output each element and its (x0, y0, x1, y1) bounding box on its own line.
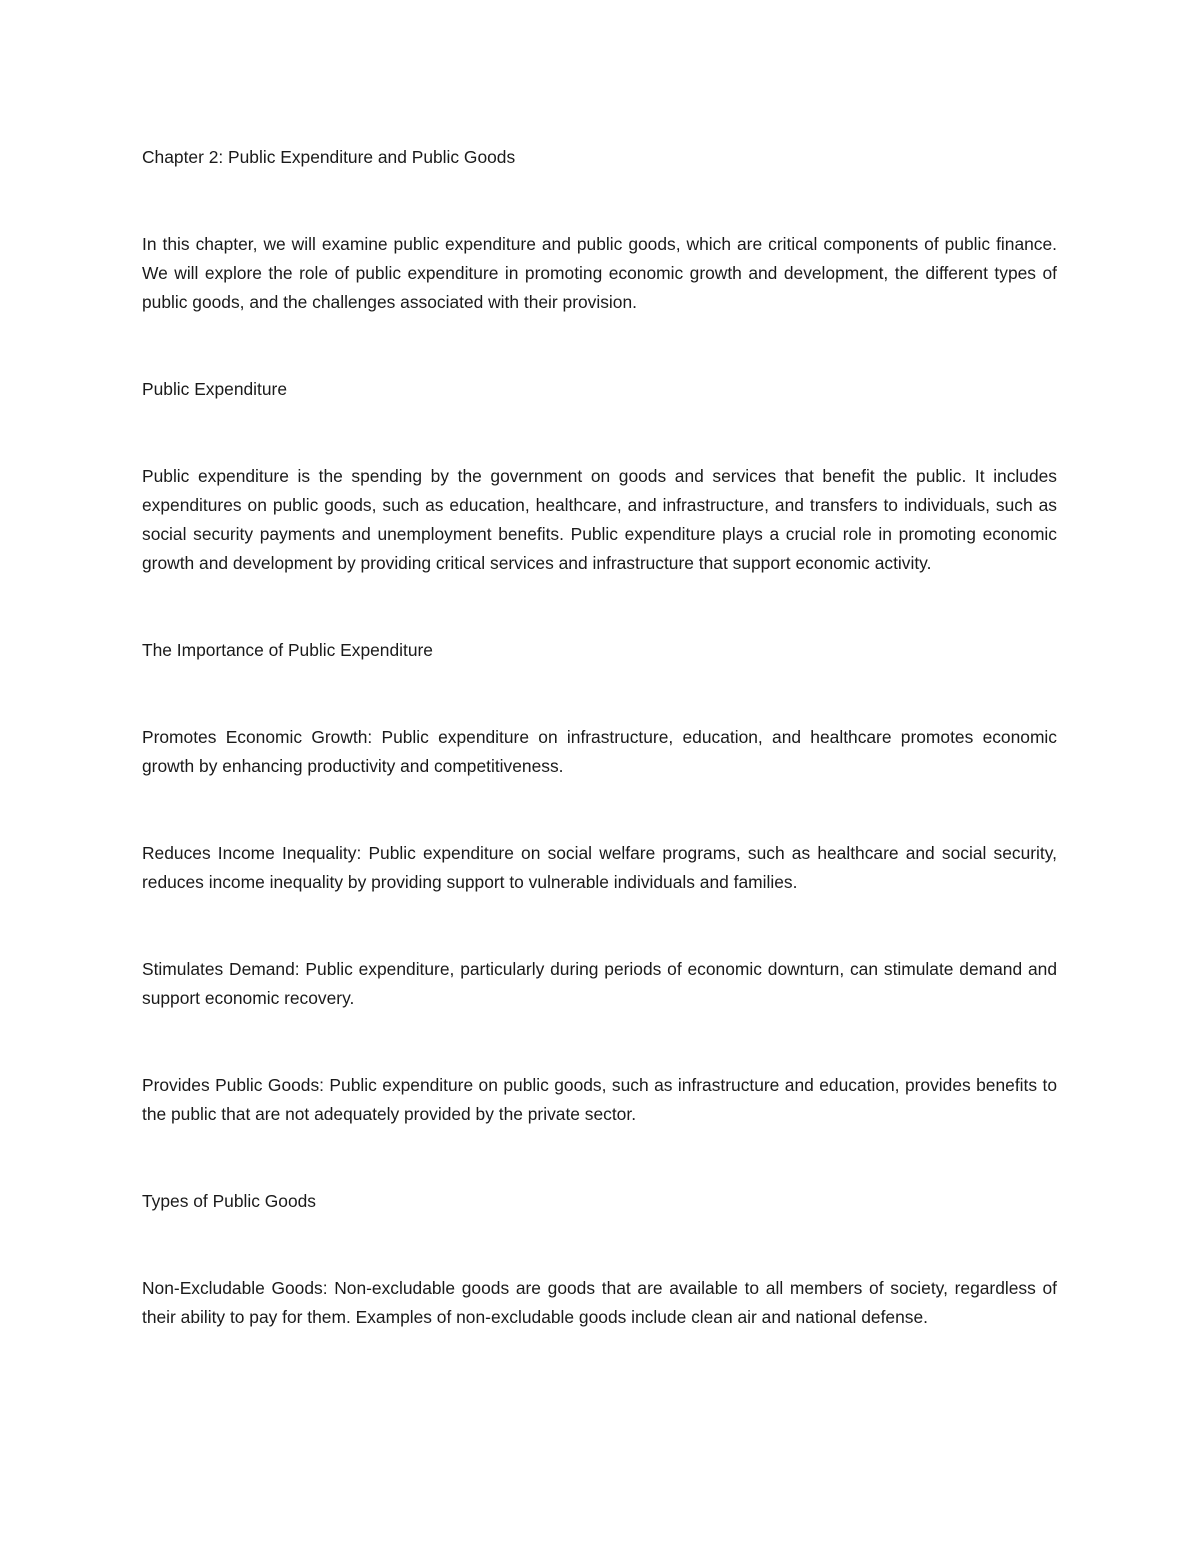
importance-item-growth: Promotes Economic Growth: Public expenditure on infrastructure, education, and healthcare promotes economic growth by enhancing productivity and competitiveness. (142, 727, 1057, 776)
section-heading-types: Types of Public Goods (142, 1191, 316, 1211)
importance-item-inequality: Reduces Income Inequality: Public expenditure on social welfare programs, such as healthcare and social security, reduces income inequality by providing support to vulnerable individuals and families. (142, 843, 1057, 892)
spacer (142, 578, 1057, 636)
spacer (142, 665, 1057, 723)
importance-item-public-goods: Provides Public Goods: Public expenditure on public goods, such as infrastructure and education, provides benefits to the public that are not adequately provided by the private sector. (142, 1075, 1057, 1124)
spacer (142, 1216, 1057, 1274)
public-expenditure-paragraph: Public expenditure is the spending by the government on goods and services that benefit the public. It includes expenditures on public goods, such as education, healthcare, and infrastructure, and transfers to individuals, such as social security payments and unemployment benefits. Public expenditure plays a crucial role in promoting economic growth and development by providing critical services and infrastructure that support economic activity. (142, 466, 1057, 573)
document-body (142, 143, 1057, 1332)
spacer (142, 897, 1057, 955)
section-heading-public-expenditure: Public Expenditure (142, 379, 288, 399)
spacer (142, 404, 1057, 462)
section-heading-importance: The Importance of Public Expenditure (142, 640, 433, 660)
spacer (142, 317, 1057, 375)
spacer (142, 1129, 1057, 1187)
spacer (142, 781, 1057, 839)
importance-item-demand: Stimulates Demand: Public expenditure, particularly during periods of economic downturn, can stimulate demand and support economic recovery. (142, 959, 1057, 1008)
types-item-non-excludable: Non-Excludable Goods: Non-excludable goods are goods that are available to all members of society, regardless of their ability to pay for them. Examples of non-excludable goods include clean air and national defense. (142, 1278, 1057, 1327)
spacer (142, 1013, 1057, 1071)
intro-paragraph: In this chapter, we will examine public expenditure and public goods, which are critical components of public finance. We will explore the role of public expenditure in promoting economic growth and development, the different types of public goods, and the challenges associated with their provision. (142, 234, 1057, 312)
spacer (142, 172, 1057, 230)
chapter-title: Chapter 2: Public Expenditure and Public Goods (142, 147, 516, 167)
